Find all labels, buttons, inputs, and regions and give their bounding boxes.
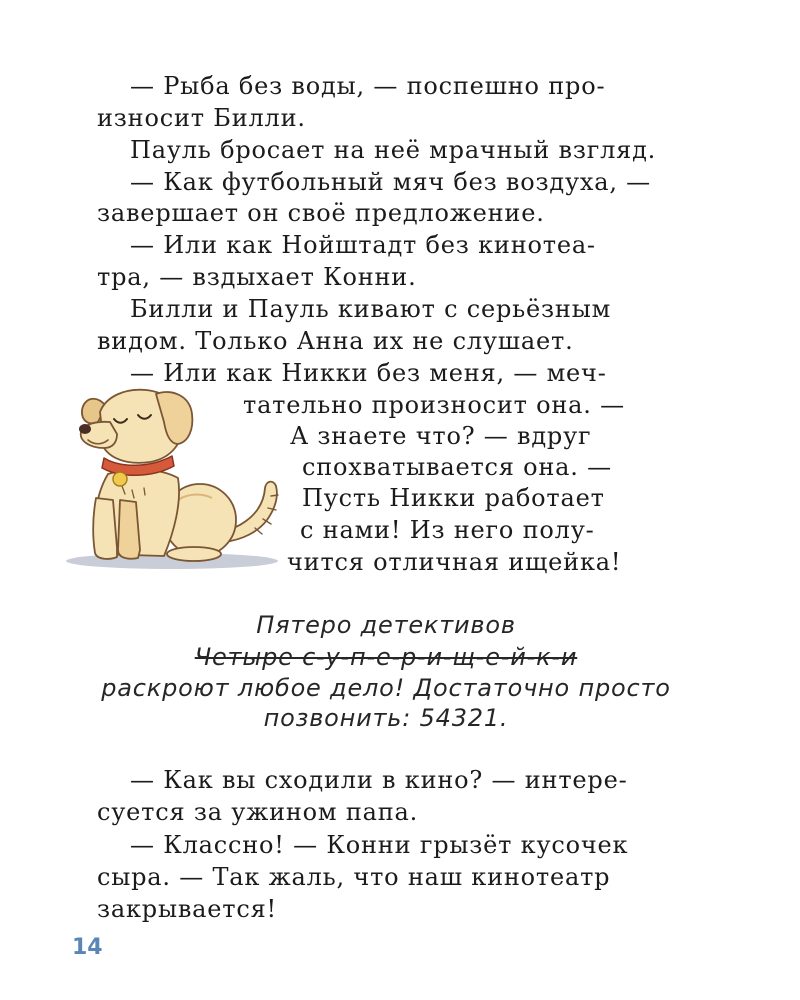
note-struck-text: Четыре с-у-п-е-р-и-щ-е-й-к-и (194, 643, 578, 671)
text-line: видом. Только Анна их не слушает. (97, 327, 574, 355)
text-line: — Классно! — Конни грызёт кусочек (130, 831, 629, 859)
note-title: Пятеро детективов (256, 611, 516, 639)
text-line: — Как вы сходили в кино? — интере- (130, 766, 628, 794)
note-line: раскроют любое дело! Достаточно просто (101, 674, 671, 702)
text-line: — Или как Никки без меня, — меч- (130, 359, 607, 387)
dog-back-paw (167, 547, 221, 561)
text-line: Билли и Пауль кивают с серьёзным (130, 295, 612, 323)
dog-front-leg-far (118, 500, 140, 559)
text-line: — Рыба без воды, — поспешно про- (130, 72, 606, 100)
page-number: 14 (72, 935, 103, 960)
text-line: с нами! Из него полу- (300, 516, 595, 544)
text-line: спохватывается она. — (302, 453, 612, 481)
note-struck-line (0, 641, 772, 673)
text-line: завершает он своё предложение. (97, 199, 545, 227)
dog-illustration (60, 382, 290, 577)
text-line: Пауль бросает на неё мрачный взгляд. (130, 136, 657, 164)
text-line: износит Билли. (97, 104, 306, 132)
text-line: чится отличная ищейка! (287, 548, 622, 576)
dog-front-leg-near (93, 498, 117, 559)
text-line: А знаете что? — вдруг (290, 422, 592, 450)
text-line: суется за ужином папа. (97, 798, 419, 826)
text-line: сыра. — Так жаль, что наш кинотеатр (97, 863, 611, 891)
note-phone-line: позвонить: 54321. (263, 704, 509, 732)
text-line: закрывается! (97, 895, 277, 923)
text-line: — Как футбольный мяч без воздуха, — (130, 168, 651, 196)
text-line: тра, — вздыхает Конни. (97, 263, 417, 291)
text-line: — Или как Нойштадт без кинотеа- (130, 231, 596, 259)
dog-nose (79, 424, 91, 434)
text-line: Пусть Никки работает (302, 484, 605, 512)
dog-collar-tag (113, 472, 127, 486)
text-line: тательно произносит она. — (243, 391, 625, 419)
